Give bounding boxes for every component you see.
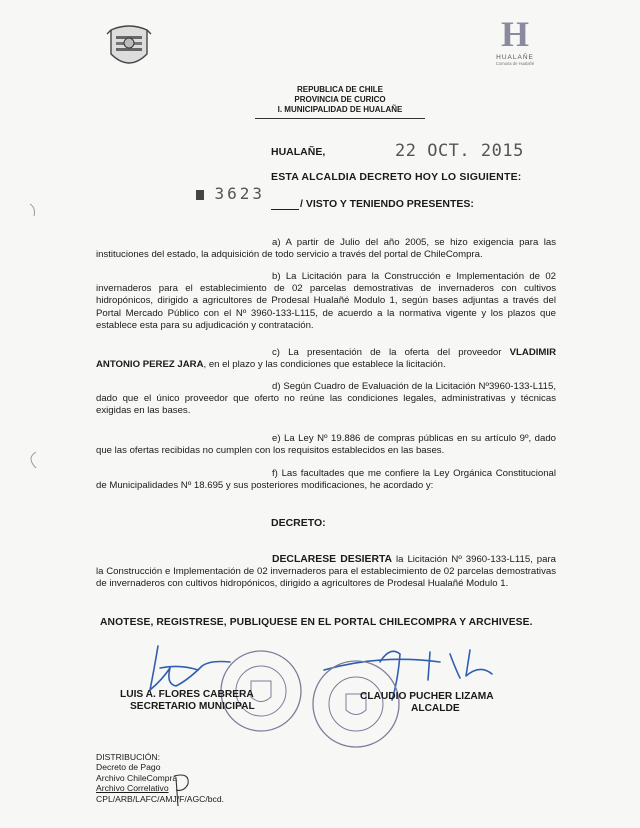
right-signatory-title: ALCALDE bbox=[411, 703, 460, 714]
stamp-mark bbox=[196, 190, 204, 200]
distribution-block bbox=[96, 752, 224, 804]
date-stamp: 22 OCT. 2015 bbox=[395, 141, 524, 161]
punch-hole-top bbox=[26, 200, 40, 224]
visto-heading: / VISTO Y TENIENDO PRESENTES: bbox=[300, 198, 474, 210]
left-signatory-title: SECRETARIO MUNICIPAL bbox=[130, 701, 255, 712]
decree-declaration: DECLARESE DESIERTA bbox=[272, 554, 393, 565]
decree-number: 3623 bbox=[214, 184, 265, 203]
decree-text: la Licitación Nº 3960-133-L115, para la Construcción e Implementación de 02 invernaderos para el establecimiento de 02 parcelas demostrativas de invernaderos con cultivos hidropónicos, dirigido a agricultores de Prodesal Hualañé Modulo 1. bbox=[96, 554, 556, 590]
consideration-b bbox=[96, 271, 556, 332]
consideration-f-text: f) Las facultades que me confiere la Ley Orgánica Constitucional de Municipalidades Nº 18.695 y sus posteriores modificaciones, he acordado y: bbox=[96, 468, 556, 492]
consideration-a-text: a) A partir de Julio del año 2005, se hizo exigencia para las instituciones del estado, la adquisición de todo servicio a través del portal de ChileCompra. bbox=[96, 237, 556, 261]
place: HUALAÑE, bbox=[271, 146, 326, 158]
consideration-c-lead: c) La presentación de la oferta del proveedor bbox=[272, 347, 510, 358]
right-signatory-name: CLAUDIO PUCHER LIZAMA bbox=[360, 691, 494, 702]
distribution-item: CPL/ARB/LAFC/AMJ/F/AGC/bcd. bbox=[96, 793, 224, 804]
intro-line: ESTA ALCALDIA DECRETO HOY LO SIGUIENTE: bbox=[271, 171, 522, 183]
handwritten-mark bbox=[168, 770, 198, 810]
consideration-d-text: d) Según Cuadro de Evaluación de la Licitación Nº3960-133-L115, dado que el único proveedor que oferto no reúne las condiciones legales, administrativas y técnicas exigidas en las bases. bbox=[96, 381, 556, 417]
consideration-c bbox=[96, 347, 556, 371]
coat-of-arms-left-logo bbox=[105, 24, 153, 72]
distribution-item: Archivo Correlativo bbox=[96, 783, 169, 794]
header-republic: REPUBLICA DE CHILE bbox=[297, 85, 383, 94]
closing-statement: ANOTESE, REGISTRESE, PUBLIQUESE EN EL PORTAL CHILECOMPRA Y ARCHIVESE. bbox=[100, 617, 533, 628]
header-municipality: I. MUNICIPALIDAD DE HUALAÑE bbox=[277, 105, 403, 114]
consideration-e-text: e) La Ley Nº 19.886 de compras públicas en su artículo 9º, dado que las ofertas recibidas no cumplen con los requisitos establecidos en las bases. bbox=[96, 433, 556, 457]
hualane-logo-letter: H bbox=[500, 14, 529, 54]
decree-body bbox=[96, 554, 556, 591]
provider-name: VLADIMIR ANTONIO PEREZ JARA bbox=[96, 347, 556, 371]
header-province: PROVINCIA DE CURICO bbox=[294, 95, 386, 104]
header-rule bbox=[255, 118, 425, 119]
distribution-item: Archivo ChileCompra bbox=[96, 772, 178, 783]
punch-hole-bottom bbox=[24, 448, 40, 472]
consideration-d bbox=[96, 381, 556, 418]
distribution-item: Decreto de Pago bbox=[96, 762, 161, 773]
consideration-a bbox=[96, 237, 556, 261]
consideration-f bbox=[96, 468, 556, 492]
consideration-b-text: b) La Licitación para la Construcción e Implementación de 02 invernaderos para el establecimiento de 02 parcelas demostrativas de invernaderos con cultivos hidropónicos, dirigido a agricultores de Prodesal Hualañé Modulo 1, según bases adjuntas a través del Portal Mercado Público con el Nº 3960-133-L115, de acuerdo a la normativa vigente y los plazos que establece esta para su adjudicación y contratación. bbox=[96, 271, 556, 331]
decree-number-stamp bbox=[196, 184, 265, 204]
hualane-logo bbox=[490, 16, 540, 76]
consideration-e bbox=[96, 433, 556, 457]
left-signatory-name: LUIS A. FLORES CABRERA bbox=[120, 689, 254, 700]
seal-alcalde bbox=[310, 658, 402, 750]
decreto-title: DECRETO: bbox=[271, 517, 326, 529]
hualane-logo-name: HUALAÑE bbox=[496, 54, 534, 61]
consideration-c-tail: , en el plazo y las condiciones que establece la licitación. bbox=[203, 359, 446, 371]
hualane-logo-subtitle: Comuna de Hualañé bbox=[495, 61, 535, 66]
distribution-title: DISTRIBUCIÓN: bbox=[96, 752, 160, 762]
visto-blank-line bbox=[271, 209, 299, 210]
